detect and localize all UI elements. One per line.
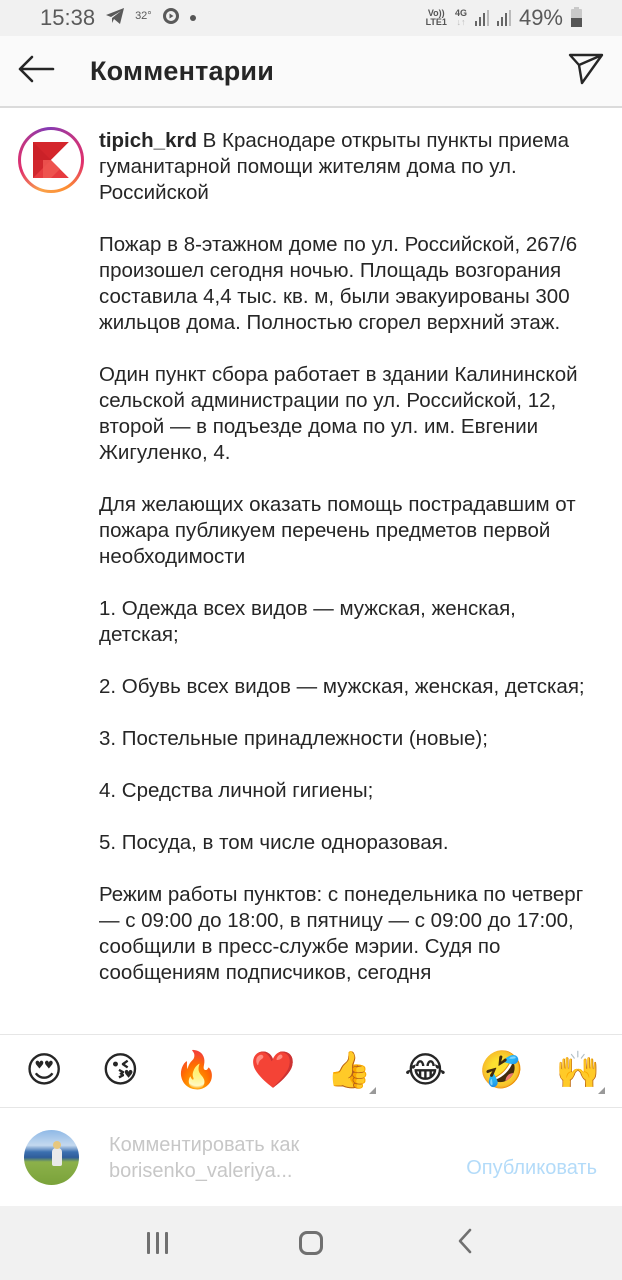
caption-paragraph: Для желающих оказать помощь пострадавшим от пожара публикуем перечень предметов первой необходимости: [99, 493, 576, 568]
red-heart-emoji-icon[interactable]: [242, 1040, 304, 1102]
status-left: [40, 5, 196, 31]
back-button[interactable]: [0, 35, 72, 107]
thumbs-up-emoji-icon[interactable]: [318, 1040, 380, 1102]
fire-emoji-icon[interactable]: [166, 1040, 228, 1102]
direct-send-icon: [568, 52, 604, 91]
emoji-glyph: 🤣: [479, 1050, 525, 1091]
network-arrows: ↓↑: [456, 17, 466, 27]
emoji-glyph: 👍: [326, 1050, 372, 1091]
kissing-wink-emoji-icon[interactable]: [89, 1040, 151, 1102]
page-title: Комментарии: [90, 55, 275, 86]
chevron-left-icon: [457, 1228, 473, 1259]
emoji-glyph: 😘: [101, 1050, 140, 1091]
signal-icon: [475, 10, 489, 26]
media-icon: [162, 7, 180, 30]
system-nav-bar: [0, 1206, 622, 1280]
network-type: 4G: [454, 8, 467, 18]
skin-tone-variant-indicator-icon: [598, 1087, 605, 1094]
tipich-krd-logo-icon: [24, 133, 78, 187]
heart-eyes-emoji-icon[interactable]: [13, 1040, 75, 1102]
caption-paragraph: Режим работы пунктов: с понедельника по четверг — с 09:00 до 18:00, в пятницу — с 09:00 до 17:00, сообщили в пресс-службе мэрии. Судя по сообщениям подписчиков, сегодня: [99, 883, 584, 984]
system-back-button[interactable]: [435, 1213, 495, 1273]
volte-icon: [426, 9, 447, 27]
emoji-glyph: 😂: [404, 1050, 447, 1091]
arrow-left-icon: [17, 54, 55, 89]
status-time: 15:38: [40, 5, 96, 30]
caption-text: [99, 128, 599, 1012]
signal-icon: [497, 10, 511, 26]
post-caption: [0, 110, 622, 1034]
caption-list-item: 4. Средства личной гигиены;: [99, 779, 374, 802]
emoji-glyph: 🙌: [555, 1050, 601, 1091]
caption-paragraph: Один пункт сбора работает в здании Калининской сельской администрации по ул. Российской, 12, второй — в подъезде дома по ул. им. Евгении Жигуленко, 4.: [99, 363, 578, 464]
publish-button[interactable]: Опубликовать: [466, 1157, 597, 1179]
emoji-glyph: ❤️: [250, 1050, 296, 1091]
caption-list-item: 2. Обувь всех видов — мужская, женская, детская;: [99, 675, 585, 698]
recent-apps-button[interactable]: [127, 1213, 187, 1273]
comment-placeholder-line2: borisenko_valeriya...: [109, 1159, 293, 1182]
status-bar: [0, 0, 622, 36]
comment-placeholder-line1: Комментировать как: [109, 1133, 300, 1156]
direct-share-button[interactable]: [550, 35, 622, 107]
caption-list-item: 3. Постельные принадлежности (новые);: [99, 727, 488, 750]
comment-composer: [0, 1109, 622, 1206]
raising-hands-emoji-icon[interactable]: [547, 1040, 609, 1102]
recent-apps-icon: [147, 1232, 168, 1254]
status-right: [426, 5, 582, 31]
notification-dot-icon: [190, 15, 196, 21]
weather-temperature: 32°: [135, 10, 152, 22]
telegram-icon: [105, 7, 125, 30]
caption-paragraph: [99, 128, 599, 206]
emoji-glyph: 😍: [25, 1050, 63, 1091]
battery-icon: [571, 9, 582, 27]
battery-percent: 49%: [518, 5, 563, 30]
emoji-reaction-bar: [0, 1034, 622, 1108]
header: [0, 36, 622, 108]
network-4g-icon: [455, 9, 467, 27]
comment-input[interactable]: [109, 1132, 299, 1184]
caption-list-item: 1. Одежда всех видов — мужская, женская, детская;: [99, 597, 516, 646]
volte-top: Vo)): [427, 8, 445, 18]
author-avatar[interactable]: [18, 127, 84, 193]
current-user-avatar: [24, 1130, 79, 1185]
skin-tone-variant-indicator-icon: [369, 1087, 376, 1094]
volte-bottom: LTE1: [425, 17, 447, 27]
caption-paragraph: Пожар в 8-этажном доме по ул. Российской, 267/6 произошел сегодня ночью. Площадь возгорания составила 4,4 тыс. кв. м, были эвакуированы 300 жильцов дома. Полностью сгорел верхний этаж.: [99, 233, 578, 334]
home-icon: [299, 1231, 323, 1255]
avatar-inner: [21, 130, 81, 190]
rolling-laughing-emoji-icon[interactable]: [471, 1040, 533, 1102]
home-button[interactable]: [281, 1213, 341, 1273]
tears-of-joy-emoji-icon[interactable]: [394, 1040, 456, 1102]
caption-headline: В Краснодаре открыты пункты приема гуманитарной помощи жителям дома по ул. Российской: [99, 129, 569, 204]
emoji-glyph: 🔥: [174, 1050, 220, 1091]
author-username[interactable]: tipich_krd: [99, 129, 197, 152]
caption-list-item: 5. Посуда, в том числе одноразовая.: [99, 831, 449, 854]
